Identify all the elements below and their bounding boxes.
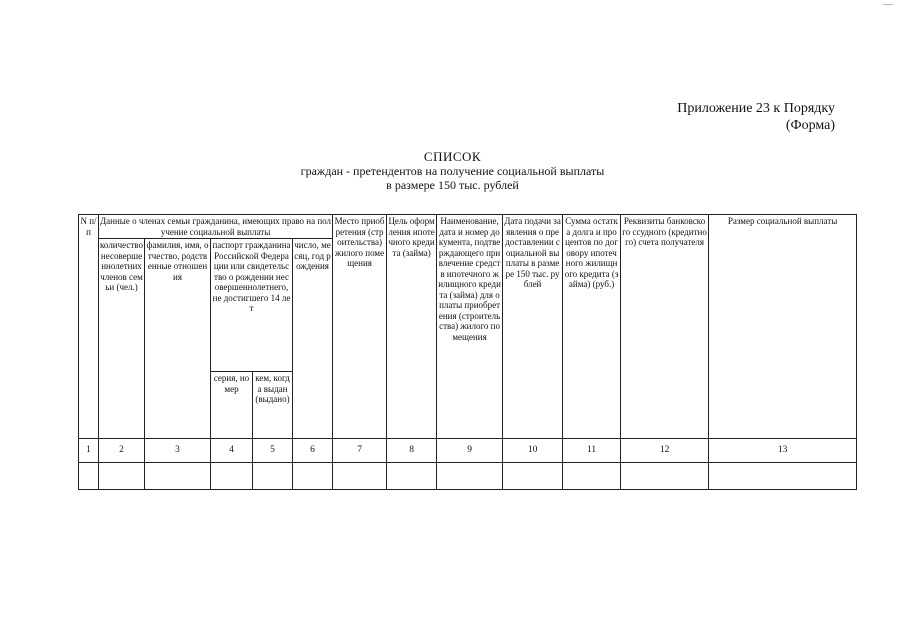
empty-cell xyxy=(211,463,253,490)
header-series-number: серия, номер xyxy=(211,372,253,439)
header-bank-details: Реквизиты банковского ссудного (кредитного) счета получателя xyxy=(621,215,709,439)
title-main: СПИСОК xyxy=(423,149,482,164)
header-fio: фамилия, имя, отчество, родственные отношения xyxy=(145,239,211,439)
header-passport: паспорт гражданина Российской Федерации или свидетельство о рождении несовершеннолетнего, не достигшего 14 лет xyxy=(211,239,293,372)
empty-cell xyxy=(437,463,503,490)
empty-data-row xyxy=(79,463,857,490)
header-application-date: Дата подачи заявления о предоставлении социальной выплаты в размере 150 тыс. рублей xyxy=(503,215,563,439)
header-payment-amount: Размер социальной выплаты xyxy=(709,215,857,439)
header-np: N п/п xyxy=(79,215,99,439)
document-title xyxy=(0,150,905,192)
empty-cell xyxy=(387,463,437,490)
col-number-11: 11 xyxy=(563,439,621,463)
header-family-data: Данные о членах семьи гражданина, имеющих право на получение социальной выплаты xyxy=(100,216,332,237)
empty-cell xyxy=(253,463,293,490)
col-number-10: 10 xyxy=(503,439,563,463)
empty-cell xyxy=(709,463,857,490)
col-number-5: 5 xyxy=(253,439,293,463)
col-number-4: 4 xyxy=(211,439,253,463)
col-number-9: 9 xyxy=(437,439,503,463)
header-issued-by: кем, когда выдан (выдано) xyxy=(253,372,293,439)
empty-cell xyxy=(145,463,211,490)
header-place: Место приобретения (строительства) жилого помещения xyxy=(333,215,387,439)
appendix-header xyxy=(677,100,835,134)
empty-cell xyxy=(99,463,145,490)
col-number-1: 1 xyxy=(79,439,99,463)
col-number-8: 8 xyxy=(387,439,437,463)
empty-cell xyxy=(293,463,333,490)
header-purpose: Цель оформления ипотечного кредита (займа) xyxy=(387,215,437,439)
applicants-table xyxy=(78,214,857,490)
form-label: (Форма) xyxy=(785,118,835,133)
column-number-row xyxy=(79,439,857,463)
empty-cell xyxy=(79,463,99,490)
col-number-13: 13 xyxy=(709,439,857,463)
col-number-2: 2 xyxy=(99,439,145,463)
col-number-6: 6 xyxy=(293,439,333,463)
empty-cell xyxy=(621,463,709,490)
empty-cell xyxy=(563,463,621,490)
col-number-3: 3 xyxy=(145,439,211,463)
empty-cell xyxy=(333,463,387,490)
header-debt-amount: Сумма остатка долга и процентов по договору ипотечного жилищного кредита (займа) (руб.) xyxy=(563,215,621,439)
empty-cell xyxy=(503,463,563,490)
title-subtitle-2: в размере 150 тыс. рублей xyxy=(386,178,519,192)
header-family-count: количество несовершеннолетних членов семьи (чел.) xyxy=(99,239,145,439)
title-subtitle-1: граждан - претендентов на получение социальной выплаты xyxy=(300,164,605,178)
header-document: Наименование, дата и номер документа, подтверждающего привлечение средств ипотечного жилищного кредита (займа) для оплаты приобретения (строительства) жилого помещения xyxy=(437,215,503,439)
header-row-1 xyxy=(79,215,857,239)
scan-artifact xyxy=(883,4,893,9)
col-number-7: 7 xyxy=(333,439,387,463)
appendix-reference: Приложение 23 к Порядку xyxy=(677,101,835,116)
col-number-12: 12 xyxy=(621,439,709,463)
header-birth-date: число, месяц, год рождения xyxy=(293,239,333,439)
